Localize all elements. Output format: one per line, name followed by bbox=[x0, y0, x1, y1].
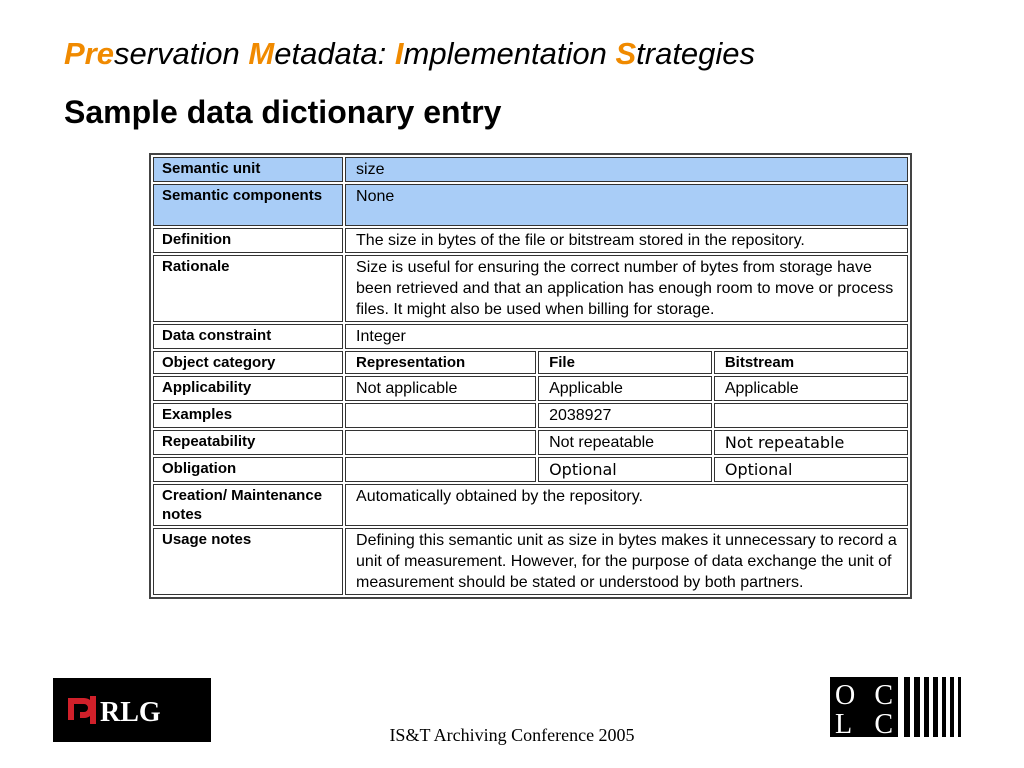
table-row bbox=[153, 184, 908, 226]
row-value: size bbox=[345, 157, 908, 182]
table-cell: Not repeatable bbox=[714, 430, 908, 455]
table-cell: Applicable bbox=[714, 376, 908, 401]
table-row bbox=[153, 484, 908, 526]
column-header: Bitstream bbox=[714, 351, 908, 374]
title-initial: S bbox=[615, 36, 637, 71]
oclc-logo bbox=[830, 677, 966, 737]
row-label: Data constraint bbox=[153, 324, 343, 349]
slide-subtitle: Sample data dictionary entry bbox=[64, 94, 502, 130]
row-value: None bbox=[345, 184, 908, 226]
row-label: Definition bbox=[153, 228, 343, 253]
slide-title bbox=[64, 36, 755, 72]
table-row bbox=[153, 324, 908, 349]
title-text: mplementation bbox=[403, 36, 616, 71]
row-label: Semantic components bbox=[153, 184, 343, 226]
conference-footer: IS&T Archiving Conference 2005 bbox=[389, 725, 635, 745]
table-row bbox=[153, 376, 908, 401]
title-initial: M bbox=[248, 36, 275, 71]
table-cell bbox=[714, 403, 908, 428]
rlg-logo-text: RLG bbox=[100, 697, 161, 728]
row-label: Rationale bbox=[153, 255, 343, 322]
row-label: Usage notes bbox=[153, 528, 343, 595]
table-row bbox=[153, 403, 908, 428]
table-row bbox=[153, 457, 908, 482]
column-header: File bbox=[538, 351, 712, 374]
svg-text:LC: LC bbox=[835, 709, 893, 737]
table-row bbox=[153, 255, 908, 322]
row-label: Semantic unit bbox=[153, 157, 343, 182]
row-value: Integer bbox=[345, 324, 908, 349]
table-row bbox=[153, 528, 908, 595]
table-row bbox=[153, 351, 908, 374]
row-label: Repeatability bbox=[153, 430, 343, 455]
row-label: Applicability bbox=[153, 376, 343, 401]
table-cell bbox=[345, 403, 536, 428]
table-cell: Not applicable bbox=[345, 376, 536, 401]
table-cell: Not repeatable bbox=[538, 430, 712, 455]
row-value: The size in bytes of the file or bitstream stored in the repository. bbox=[345, 228, 908, 253]
title-initial: Pre bbox=[64, 36, 114, 71]
row-label: Obligation bbox=[153, 457, 343, 482]
table-row bbox=[153, 430, 908, 455]
data-dictionary-table bbox=[149, 153, 912, 599]
title-text: servation bbox=[113, 36, 249, 71]
row-value: Defining this semantic unit as size in bytes makes it unnecessary to record a unit of measurement. However, for the purpose of data exchange the unit of measurement should be stated or understood by both partners. bbox=[345, 528, 908, 595]
title-initial: I bbox=[394, 36, 404, 71]
table-cell bbox=[345, 430, 536, 455]
row-label: Object category bbox=[153, 351, 343, 374]
row-label: Creation/ Maintenance notes bbox=[153, 484, 343, 526]
row-value: Size is useful for ensuring the correct number of bytes from storage have been retrieved and that an application has enough room to move or process files. It might also be used when billing for storage. bbox=[345, 255, 908, 322]
column-header: Representation bbox=[345, 351, 536, 374]
table-cell: Applicable bbox=[538, 376, 712, 401]
table-cell: 2038927 bbox=[538, 403, 712, 428]
table-cell: Optional bbox=[714, 457, 908, 482]
table-cell: Optional bbox=[538, 457, 712, 482]
table-cell bbox=[345, 457, 536, 482]
table-row bbox=[153, 157, 908, 182]
row-value: Automatically obtained by the repository. bbox=[345, 484, 908, 526]
title-text: etadata: bbox=[274, 36, 395, 71]
table-row bbox=[153, 228, 908, 253]
svg-text:OC: OC bbox=[835, 680, 893, 711]
row-label: Examples bbox=[153, 403, 343, 428]
title-text: trategies bbox=[636, 36, 756, 71]
